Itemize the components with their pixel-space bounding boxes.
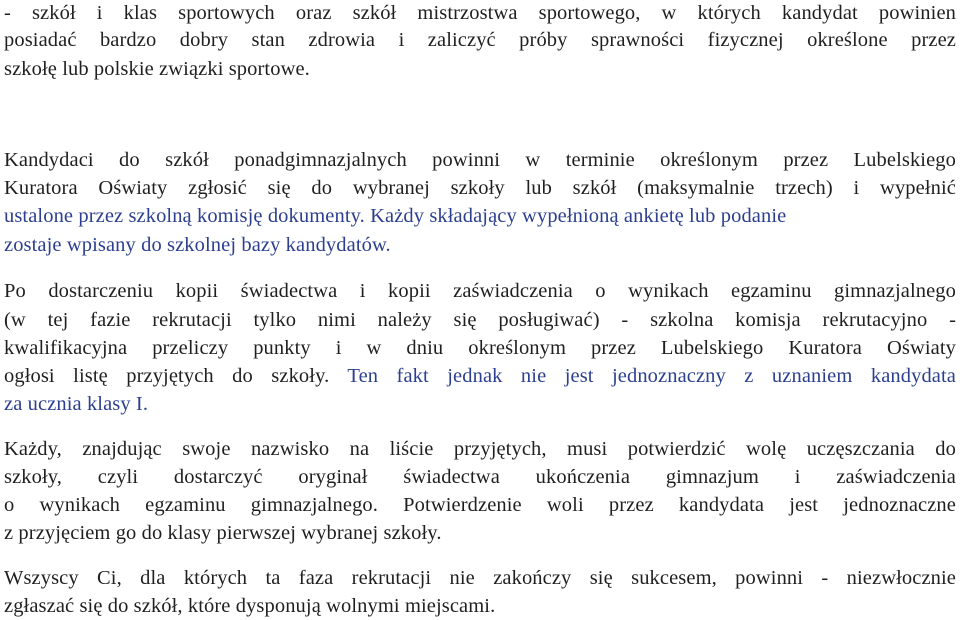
paragraph-text: ogłosi listę przyjętych do szkoły. (4, 365, 330, 387)
paragraph-text: ustalone przez szkolną komisję dokumenty. (4, 205, 365, 227)
paragraph-text: Wszyscy Ci, dla których ta faza rekrutacji nie zakończy się sukcesem, powinni - niezwłocznie (4, 567, 956, 589)
paragraph-text: szkoły, czyli dostarczyć oryginał świadectwa ukończenia gimnazjum i zaświadczenia (4, 466, 956, 488)
list-item-text: szkołę lub polskie związki sportowe. (4, 58, 310, 80)
paragraph-text: kwalifikacyjna przeliczy punkty i w dniu określonym przez Lubelskiego Kuratora Oświaty (4, 337, 956, 359)
list-item-text: posiadać bardzo dobry stan zdrowia i zaliczyć próby (4, 29, 568, 51)
paragraph-text: (w tej fazie rekrutacji tylko nimi należy się posługiwać) - szkolna komisja rekrutacyjno - (4, 309, 956, 331)
paragraph-line (4, 593, 956, 620)
list-item-line (4, 27, 956, 54)
list-item-line (4, 0, 956, 27)
paragraph-line (4, 363, 956, 390)
paragraph-text: z przyjęciem go do klasy pierwszej wybranej szkoły. (4, 522, 442, 544)
paragraph-text: Każdy składający wypełnioną ankietę lub podanie (370, 205, 787, 227)
paragraph-line (4, 464, 956, 491)
paragraph-text: zgłaszać się do szkół, które dysponują wolnymi miejscami. (4, 595, 496, 617)
paragraph-line (4, 278, 956, 305)
paragraph-text: o wynikach egzaminu gimnazjalnego. Potwierdzenie woli przez kandydata jest jednoznaczne (4, 494, 956, 516)
list-item-text: sprawności fizycznej określone przez (590, 29, 956, 51)
paragraph-line (4, 232, 956, 259)
paragraph-text: Po dostarczeniu kopii świadectwa i kopii zaświadczenia o wynikach egzaminu gimnazjalnego (4, 280, 956, 302)
paragraph-text: Kuratora Oświaty zgłosić się do wybranej szkoły lub szkół (maksymalnie trzech) i wypełnić (4, 177, 956, 199)
paragraph-text: Każdy, znajdując swoje nazwisko na liście przyjętych, musi potwierdzić wolę uczęszczania do (4, 438, 956, 460)
paragraph-line (4, 565, 956, 592)
list-item-line (4, 56, 956, 83)
paragraph-text: Ten fakt jednak nie jest jednoznaczny z uznaniem kandydata (347, 365, 956, 387)
paragraph-line (4, 520, 956, 547)
list-item-text: - szkół i klas sportowych oraz szkół mistrzostwa sportowego, w których (4, 2, 761, 24)
paragraph-line (4, 175, 956, 202)
paragraph-line (4, 492, 956, 519)
paragraph-line (4, 335, 956, 362)
paragraph-line (4, 391, 956, 418)
paragraph-line (4, 436, 956, 463)
paragraph-text: zostaje wpisany do szkolnej bazy kandydatów. (4, 234, 391, 256)
paragraph-text: za ucznia klasy I. (4, 393, 149, 415)
paragraph-line (4, 203, 956, 230)
paragraph-text: Kandydaci do szkół ponadgimnazjalnych powinni w terminie określonym przez Lubelskiego (4, 149, 956, 171)
paragraph-line (4, 307, 956, 334)
paragraph-line (4, 147, 956, 174)
list-item-text: kandydat powinien (781, 2, 956, 24)
